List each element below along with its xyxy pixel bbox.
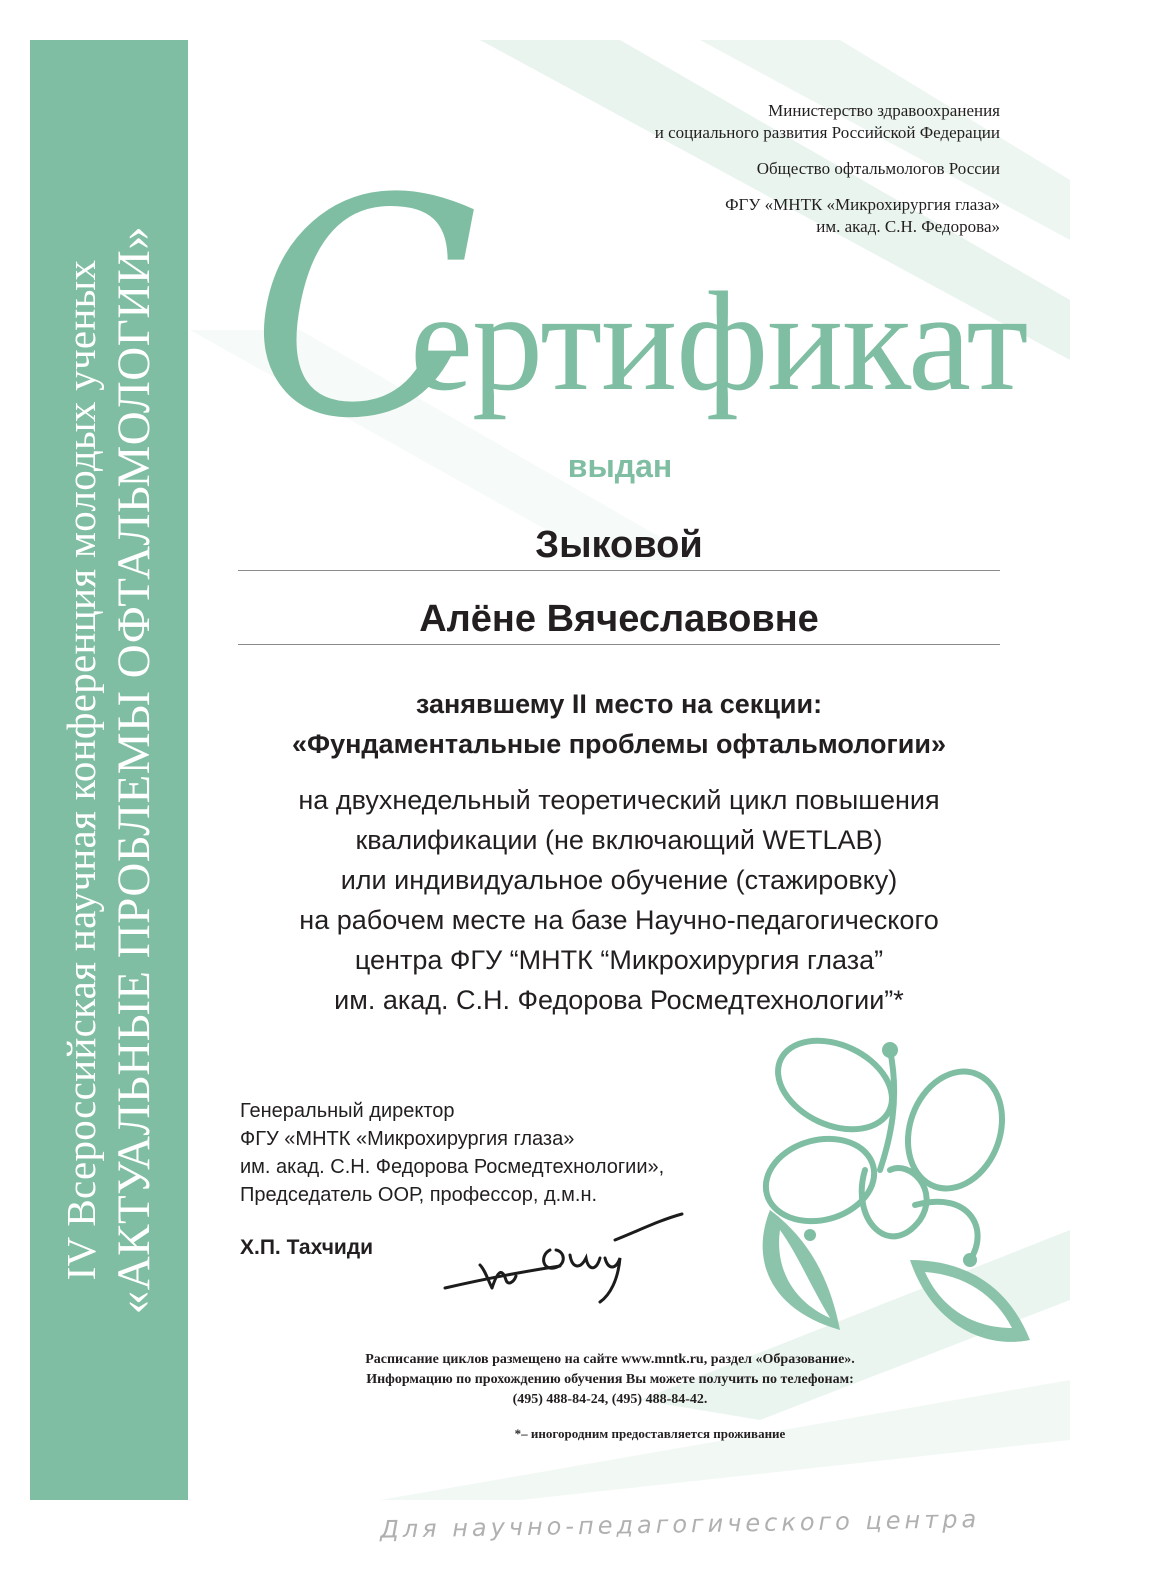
title-rest: ертификат xyxy=(410,262,1028,420)
institute-line1: ФГУ «МНТК «Микрохирургия глаза» xyxy=(725,195,1000,214)
description-line: центра ФГУ “МНТК “Микрохирургия глаза” xyxy=(354,945,884,975)
divider xyxy=(238,644,1000,645)
side-band-text xyxy=(56,60,162,1480)
description-line: или индивидуальное обучение (стажировку) xyxy=(340,865,898,895)
description-line: на двухнедельный теоретический цикл повышения xyxy=(298,785,940,815)
recipient-given-name: Алёне Вячеславовне xyxy=(419,598,819,640)
director-title: Генеральный директор xyxy=(240,1100,455,1122)
conference-theme: «АКТУАЛЬНЫЕ ПРОБЛЕМЫ ОФТАЛЬМОЛОГИИ» xyxy=(108,225,160,1315)
award-description xyxy=(218,780,1020,1020)
institute-line2: им. акад. С.Н. Федорова» xyxy=(816,217,1000,236)
description-line: на рабочем месте на базе Научно-педагогического xyxy=(299,905,939,935)
flower-emblem xyxy=(740,1030,1040,1370)
director-org: ФГУ «МНТК «Микрохирургия глаза» xyxy=(240,1128,575,1150)
footer-line: (495) 488-84-24, (495) 488-84-42. xyxy=(512,1392,708,1407)
recipient-surname: Зыковой xyxy=(535,524,703,566)
issued-label: выдан xyxy=(567,448,673,484)
award-section: «Фундаментальные проблемы офтальмологии» xyxy=(292,729,946,759)
issuing-organizations xyxy=(480,100,1000,238)
director-block xyxy=(240,1097,664,1209)
footnote: *– иногородним предоставляется проживание xyxy=(514,1426,786,1441)
award-place: занявшему II место на секции: xyxy=(415,689,823,719)
signer-name: Х.П. Тахчиди xyxy=(240,1236,374,1259)
director-credentials: Председатель ООР, профессор, д.м.н. xyxy=(240,1184,598,1206)
ministry-line1: Министерство здравоохранения xyxy=(768,101,1000,120)
director-org-cont: им. акад. С.Н. Федорова Росмедтехнологии», xyxy=(240,1156,665,1178)
ministry-line2: и социального развития Российской Федерации xyxy=(654,123,1000,142)
footer-line: Информацию по прохождению обучения Вы можете получить по телефонам: xyxy=(366,1372,854,1387)
description-line: им. акад. С.Н. Федорова Росмедтехнологии”* xyxy=(334,985,904,1015)
signature-image xyxy=(440,1210,690,1310)
handwritten-note: Для научно-педагогического центра xyxy=(379,1505,981,1544)
title-initial: С xyxy=(250,135,480,484)
footer-info xyxy=(260,1350,960,1410)
description-line: квалификации (не включающий WETLAB) xyxy=(355,825,883,855)
society-name: Общество офтальмологов России xyxy=(756,159,1000,178)
conference-title: IV Всероссийская научная конференция молодых ученых xyxy=(58,259,104,1281)
divider xyxy=(238,570,1000,571)
footer-line: Расписание циклов размещено на сайте www.mntk.ru, раздел «Образование». xyxy=(365,1352,855,1367)
